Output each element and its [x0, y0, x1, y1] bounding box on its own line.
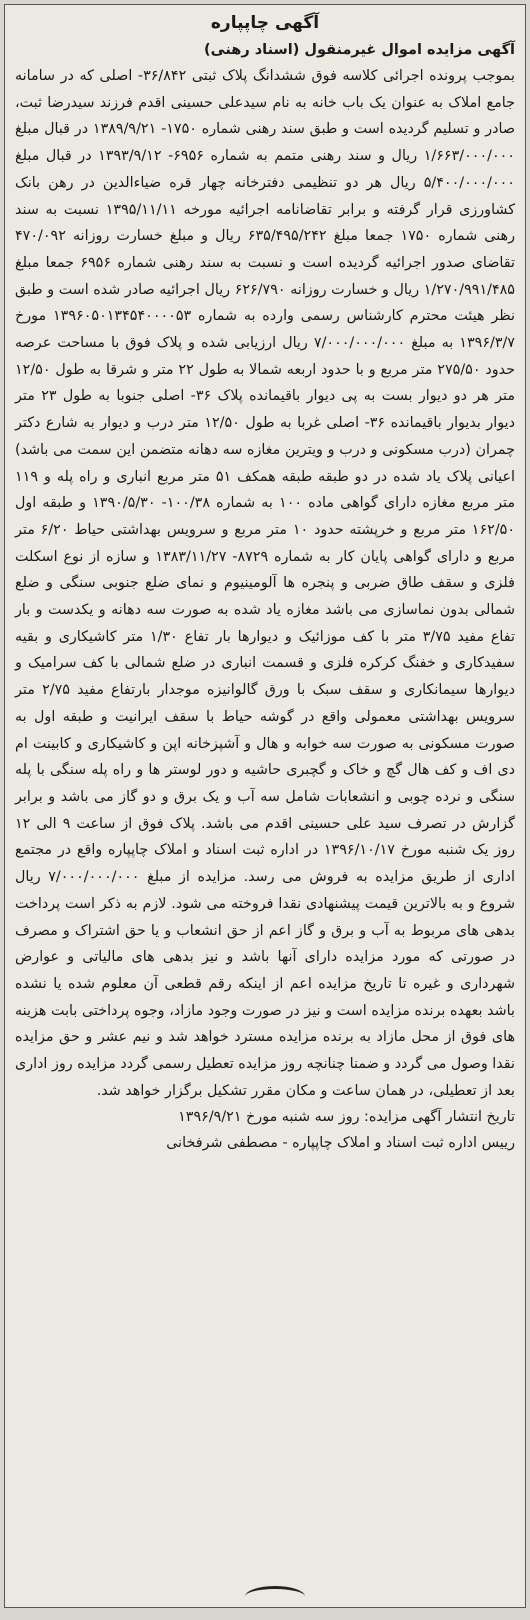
- signature-line: رییس اداره ثبت اسناد و املاک چاپپاره - مصطفی شرفخانی: [166, 1135, 515, 1152]
- handwritten-mark: [245, 1586, 305, 1607]
- publish-date: تاریخ انتشار آگهی مزایده: روز سه شنبه مورخ ۱۳۹۶/۹/۲۱: [178, 1109, 515, 1126]
- auction-notice: [4, 4, 526, 1608]
- notice-subtitle: آگهی مزایده اموال غیرمنقول (اسناد رهنی): [204, 42, 515, 58]
- notice-title: آگهی چاپپاره: [210, 13, 320, 33]
- notice-body: بموجب پرونده اجرائی کلاسه فوق ششدانگ پلاک ثبتی ۳۶/۸۴۲- اصلی که در سامانه جامع املاک به عنوان یک باب خانه به نام سیدعلی حسینی اقدم فرزند سیدرضا ثبت، صادر و تسلیم گردیده است و طبق سند رهنی شماره ۱۷۵۰- ۱۳۸۹/۹/۲۱ در قبال مبلغ ۱/۶۶۳/۰۰۰/۰۰۰ ریال و سند رهنی متمم به شماره ۶۹۵۶- ۱۳۹۳/۹/۱۲ در قبال مبلغ ۵/۴۰۰/۰۰۰/۰۰۰ ریال هر دو تنظیمی دفترخانه چهار قره ضیاءالدین در رهن بانک کشاورزی قرار گرفته و برابر تقاضانامه اجرائیه مورخه ۱۳۹۵/۱۱/۱۱ نسبت به سند رهنی شماره ۱۷۵۰ جمعا مبلغ ۶۳۵/۴۹۵/۲۴۲ ریال و مبلغ خسارت روزانه ۴۷۰/۰۹۲ تقاضای صدور اجرائیه گردیده است و نسبت به سند رهنی شماره ۶۹۵۶ جمعا مبلغ ۱/۲۷۰/۹۹۱/۴۸۵ ریال و خسارت روزانه ۶۲۶/۷۹۰ ریال اجرائیه صادر شده است و طبق نظر هیئت محترم کارشناس رسمی وارده به شماره ۱۳۹۶۰۵۰۱۳۴۵۴۰۰۰۰۵۳ مورخ ۱۳۹۶/۳/۷ به مبلغ ۷/۰۰۰/۰۰۰/۰۰۰ ریال ارزیابی شده و پلاک فوق با مساحت عرصه حدود ۲۷۵/۵۰ متر مربع و با حدود اربعه شمالا به طول ۲۲ متر و شرقا به طول ۱۲/۵۰ متر هر دو دیوار بست به پی دیوار باقیمانده پلاک ۳۶- اصلی جنوبا به طول ۲۳ متر دیوار بدیوار باقیمانده ۳۶- اصلی غربا به طول ۱۲/۵۰ متر درب و دیوار به شارع دکتر چمران (درب مسکونی و درب و ویترین مغازه سه دهانه متضمن این سمت می باشد) اعیانی پلاک یاد شده در دو طبقه طبقه همکف ۵۱ متر مربع انباری و راه پله و ۱۱۹ متر مربع مغازه دارای گواهی ماده ۱۰۰ به شماره ۱۰۰/۳۸- ۱۳۹۰/۵/۳۰ و طبقه اول ۱۶۲/۵۰ متر مربع و خرپشته حدود ۱۰ متر مربع و سرویس بهداشتی حیاط ۶/۲۰ متر مربع و دارای گواهی پایان کار به شماره ۸۷۲۹- ۱۳۸۳/۱۱/۲۷ و سازه از نوع اسکلت فلزی و سقف طاق ضربی و پنجره ها آلومینیوم و نمای ضلع جنوبی سنگی و ضلع شمالی بدون نماسازی می باشد مغازه یاد شده به صورت سه دهانه و یکدست و بار تفاع مفید ۳/۷۵ متر با کف موزائیک و دیوارها بار تفاع ۱/۳۰ متر کاشیکاری و بقیه سفیدکاری و خفنگ کرکره فلزی و قسمت انباری در ضلع شمالی با کف سرامیک و دیوارها سیمانکاری و سقف سبک با ورق گالوانیزه موجدار بارتفاع مفید ۲/۷۵ متر سرویس بهداشتی معمولی واقع در گوشه حیاط با سقف ایرانیت و طبقه اول به صورت مسکونی به صورت سه خوابه و هال و آشپزخانه اپن و کاشیکاری و کابینت ام دی اف و کف هال گچ و خاک و گچبری حاشیه و دور لوستر ها و راه پله سنگی با پله سنگی و نرده چوبی و انشعابات شامل سه آب و یک برق و دو گاز می باشد و برابر گزارش در تصرف سید علی حسینی اقدم می باشد. پلاک فوق از ساعت ۹ الی ۱۲ روز یک شنبه مورخ ۱۳۹۶/۱۰/۱۷ در اداره ثبت اسناد و املاک چاپپاره واقع در مجتمع اداری از طریق مزایده به فروش می رسد. مزایده از مبلغ ۷/۰۰۰/۰۰۰/۰۰۰ ریال شروع و به بالاترین قیمت پیشنهادی نقدا فروخته می شود. لازم به ذکر است پرداخت بدهی های مربوط به آب و برق و گاز اعم از حق انشعاب و یا حق اشتراک و مصرف در صورتی که مورد مزایده دارای آنها باشد و نیز بدهی های مالیاتی و عوارض شهرداری و غیره تا تاریخ مزایده اعم از اینکه رقم قطعی آن معلوم شده یا نشده باشد بعهده برنده مزایده است و نیز در صورت وجود مازاد، وجوه پرداختی بابت هزینه های فوق از محل مازاد به برنده مزایده مسترد خواهد شد و نیم عشر و حق مزایده نقدا وصول می گردد و ضمنا چنانچه روز مزایده تعطیل رسمی گردد مزایده روز اداری بعد از تعطیلی، در همان ساعت و مکان مقرر تشکیل برگزار خواهد شد.: [15, 68, 516, 1099]
